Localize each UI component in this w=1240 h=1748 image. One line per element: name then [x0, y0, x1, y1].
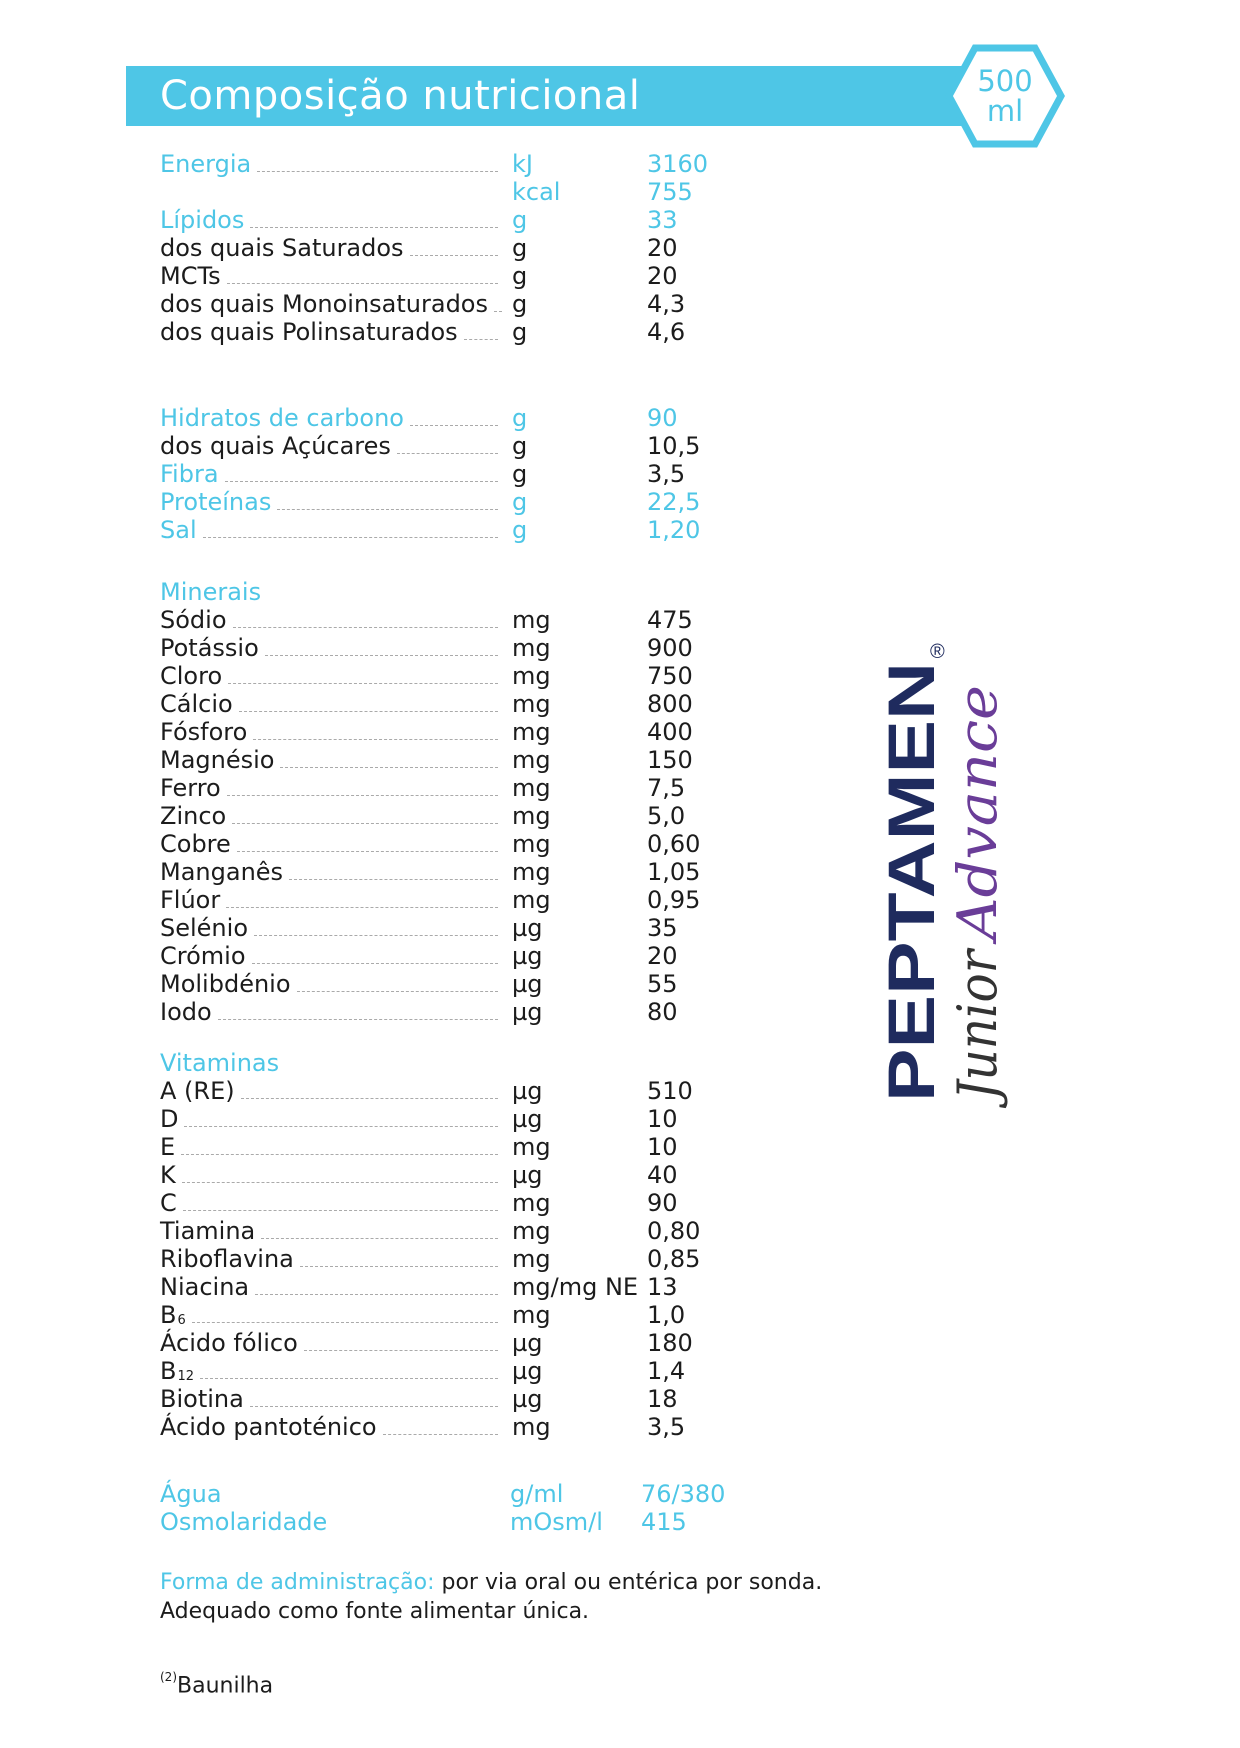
nutrient-row — [160, 690, 760, 718]
nutrient-label: Magnésio — [160, 746, 275, 774]
nutrient-unit: µg — [512, 998, 543, 1026]
nutrient-label: Crómio — [160, 942, 246, 970]
leader-dots — [304, 1350, 498, 1351]
nutrient-label: D — [160, 1105, 179, 1133]
leader-dots — [397, 453, 498, 454]
nutrient-label: K — [160, 1161, 176, 1189]
nutrient-label: Água — [160, 1480, 222, 1508]
nutrient-row — [160, 662, 760, 690]
nutrient-value: 180 — [647, 1329, 693, 1357]
nutrient-row — [160, 1273, 760, 1301]
nutrient-unit: µg — [512, 1385, 543, 1413]
nutrient-value: 10,5 — [647, 432, 701, 460]
nutrient-label: A (RE) — [160, 1077, 235, 1105]
leader-dots — [254, 935, 498, 936]
leader-dots — [464, 339, 498, 340]
peptamen-junior-advance-logo — [872, 640, 1032, 1110]
nutrient-label-cell — [160, 746, 498, 774]
nutrient-label-cell — [160, 460, 498, 488]
leader-dots — [289, 879, 498, 880]
nutrient-value: 18 — [647, 1385, 678, 1413]
nutrient-value: 22,5 — [647, 488, 701, 516]
nutrient-unit: mg — [512, 830, 551, 858]
nutrient-value: 800 — [647, 690, 693, 718]
nutrient-row — [160, 1480, 760, 1508]
leader-dots — [265, 655, 498, 656]
nutrient-row — [160, 802, 760, 830]
nutrient-row — [160, 886, 760, 914]
nutrient-row — [160, 970, 760, 998]
nutrient-value: 0,80 — [647, 1217, 701, 1245]
nutrient-row — [160, 942, 760, 970]
nutrient-value: 3,5 — [647, 460, 686, 488]
nutrient-label: Zinco — [160, 802, 227, 830]
nutrient-row — [160, 774, 760, 802]
nutrient-label-cell — [160, 234, 498, 262]
nutrient-unit: mg — [512, 886, 551, 914]
nutrient-label-cell — [160, 262, 498, 290]
leader-dots — [241, 1098, 498, 1099]
nutrient-label-cell — [160, 690, 498, 718]
nutrient-label-cell — [160, 1357, 498, 1385]
nutrient-unit: kJ — [512, 150, 533, 178]
nutrient-row — [160, 1077, 760, 1105]
administration-line2: Adequado como fonte alimentar única. — [160, 1599, 590, 1624]
nutrient-unit: mg — [512, 1217, 551, 1245]
leader-dots — [255, 1294, 498, 1295]
nutrient-label: Osmolaridade — [160, 1508, 328, 1536]
nutrient-row — [160, 516, 760, 544]
nutrient-row — [160, 1245, 760, 1273]
leader-dots — [250, 1406, 498, 1407]
logo-registered: ® — [930, 641, 945, 663]
nutrient-label-cell — [160, 1385, 498, 1413]
nutrient-subscript: 6 — [177, 1313, 186, 1328]
nutrient-row — [160, 606, 760, 634]
nutrient-label-cell — [160, 488, 498, 516]
nutrient-value: 3160 — [647, 150, 709, 178]
nutrient-label: Sal — [160, 516, 197, 544]
nutrient-unit: g — [512, 290, 528, 318]
nutrient-unit: mg/mg NE — [512, 1273, 639, 1301]
footnote-marker: (2) — [160, 1670, 177, 1684]
nutrient-label-cell — [160, 432, 498, 460]
nutrient-label: Selénio — [160, 914, 248, 942]
leader-dots — [300, 1266, 498, 1267]
nutrient-value: 20 — [647, 942, 678, 970]
nutrient-label-cell — [160, 206, 498, 234]
leader-dots — [252, 963, 498, 964]
logo-advance: Advance — [946, 706, 1009, 940]
nutrient-value: 400 — [647, 718, 693, 746]
nutrient-label: dos quais Açúcares — [160, 432, 391, 460]
page-title: Composição nutricional — [160, 73, 641, 119]
nutrient-value: 1,4 — [647, 1357, 686, 1385]
nutrient-unit: µg — [512, 1077, 543, 1105]
nutrient-value: 13 — [647, 1273, 678, 1301]
nutrient-label: Iodo — [160, 998, 212, 1026]
nutrient-unit: g — [512, 516, 528, 544]
nutrient-label: Fósforo — [160, 718, 248, 746]
nutrient-label-cell — [160, 970, 498, 998]
nutrient-label: E — [160, 1133, 176, 1161]
nutrient-row — [160, 1385, 760, 1413]
nutrient-row — [160, 830, 760, 858]
leader-dots — [410, 425, 498, 426]
nutrient-unit: mg — [512, 1413, 551, 1441]
nutrient-row — [160, 858, 760, 886]
nutrient-value: 40 — [647, 1161, 678, 1189]
nutrient-label: Niacina — [160, 1273, 250, 1301]
nutrient-unit: mg — [512, 1189, 551, 1217]
footnote — [160, 1666, 273, 1700]
nutrient-label: dos quais Polinsaturados — [160, 318, 458, 346]
leader-dots — [228, 683, 498, 684]
leader-dots — [237, 851, 498, 852]
nutrient-row — [160, 1329, 760, 1357]
leader-dots — [277, 509, 498, 510]
leader-dots — [250, 227, 498, 228]
nutrient-label: Ácido pantoténico — [160, 1413, 377, 1441]
nutrient-unit: mg — [512, 1301, 551, 1329]
nutrient-value: 1,0 — [647, 1301, 686, 1329]
nutrient-value: 10 — [647, 1105, 678, 1133]
nutrient-unit: mg — [512, 746, 551, 774]
section-minerals: Minerais — [160, 578, 262, 606]
nutrient-label: Proteínas — [160, 488, 272, 516]
administration-label: Forma de administração: — [160, 1570, 435, 1595]
logo-brand: PEPTAMEN — [874, 740, 948, 1102]
leader-dots — [226, 907, 498, 908]
leader-dots — [227, 795, 498, 796]
nutrient-label: Ferro — [160, 774, 221, 802]
nutrient-value: 4,3 — [647, 290, 686, 318]
nutrient-row — [160, 1105, 760, 1133]
nutrient-label: B — [160, 1301, 177, 1329]
nutrient-row — [160, 746, 760, 774]
nutrient-unit: µg — [512, 1105, 543, 1133]
nutrient-label: B — [160, 1357, 177, 1385]
nutrient-unit: mOsm/l — [510, 1508, 603, 1536]
nutrient-label-cell — [160, 774, 498, 802]
nutrient-label-cell — [160, 634, 498, 662]
nutrient-label: Molibdénio — [160, 970, 291, 998]
leader-dots — [183, 1210, 498, 1211]
nutrient-row — [160, 404, 760, 432]
nutrient-label-cell — [160, 1161, 498, 1189]
logo-junior: Junior — [946, 933, 1009, 1100]
leader-dots — [225, 481, 498, 482]
nutrient-label-cell — [160, 1413, 498, 1441]
leader-dots — [297, 991, 498, 992]
nutrient-unit: mg — [512, 690, 551, 718]
nutrient-label-cell — [160, 830, 498, 858]
nutrient-row — [160, 178, 760, 206]
nutrient-label-cell — [160, 1217, 498, 1245]
nutrient-value: 10 — [647, 1133, 678, 1161]
nutrient-unit: mg — [512, 606, 551, 634]
nutrient-label-cell — [160, 1508, 498, 1536]
nutrient-label: Hidratos de carbono — [160, 404, 404, 432]
nutrient-label: MCTs — [160, 262, 221, 290]
nutrient-label-cell — [160, 858, 498, 886]
nutrient-row — [160, 318, 760, 346]
nutrient-unit: mg — [512, 662, 551, 690]
nutrient-label: dos quais Saturados — [160, 234, 404, 262]
nutrient-row — [160, 488, 760, 516]
nutrient-label-cell — [160, 1189, 498, 1217]
nutrient-row — [160, 1189, 760, 1217]
nutrient-subscript: 12 — [177, 1369, 195, 1384]
nutrient-row — [160, 1301, 760, 1329]
nutrient-unit: µg — [512, 970, 543, 998]
nutrient-value: 510 — [647, 1077, 693, 1105]
nutrient-value: 415 — [641, 1508, 687, 1536]
leader-dots — [280, 767, 498, 768]
nutrient-value: 1,05 — [647, 858, 701, 886]
leader-dots — [233, 627, 498, 628]
nutrient-label: Energia — [160, 150, 252, 178]
leader-dots — [181, 1154, 498, 1155]
nutrient-label-cell — [160, 606, 498, 634]
nutrient-unit: g — [512, 234, 528, 262]
nutrient-value: 1,20 — [647, 516, 701, 544]
nutrient-value: 150 — [647, 746, 693, 774]
leader-dots — [383, 1434, 498, 1435]
nutrient-label: Manganês — [160, 858, 284, 886]
nutrient-label: C — [160, 1189, 177, 1217]
leader-dots — [232, 823, 498, 824]
leader-dots — [192, 1322, 498, 1323]
nutrient-label-cell — [160, 1245, 498, 1273]
nutrient-value: 55 — [647, 970, 678, 998]
leader-dots — [257, 171, 498, 172]
nutrient-unit: µg — [512, 942, 543, 970]
nutrient-label: Potássio — [160, 634, 259, 662]
nutrient-row — [160, 634, 760, 662]
nutrient-label-cell — [160, 1329, 498, 1357]
nutrient-label-cell — [160, 914, 498, 942]
nutrient-label-cell — [160, 318, 498, 346]
nutrient-label-cell — [160, 178, 498, 206]
nutrient-unit: mg — [512, 718, 551, 746]
nutrient-label-cell — [160, 942, 498, 970]
leader-dots — [253, 739, 498, 740]
nutrient-unit: mg — [512, 1133, 551, 1161]
nutrient-row — [160, 150, 760, 178]
nutrient-value: 755 — [647, 178, 693, 206]
nutrient-row — [160, 998, 760, 1026]
leader-dots — [261, 1238, 498, 1239]
nutrient-label-cell — [160, 1301, 498, 1329]
nutrient-row — [160, 206, 760, 234]
nutrient-label: Tiamina — [160, 1217, 256, 1245]
nutrient-row — [160, 718, 760, 746]
nutrient-label-cell — [160, 1105, 498, 1133]
nutrient-value: 0,95 — [647, 886, 701, 914]
nutrient-value: 33 — [647, 206, 678, 234]
nutrient-row — [160, 1508, 760, 1536]
nutrient-label: Biotina — [160, 1385, 244, 1413]
nutrient-value: 900 — [647, 634, 693, 662]
nutrient-value: 0,60 — [647, 830, 701, 858]
nutrient-label-cell — [160, 404, 498, 432]
nutrient-row — [160, 1357, 760, 1385]
nutrient-unit: g — [512, 318, 528, 346]
section-vitamins: Vitaminas — [160, 1049, 280, 1077]
nutrient-value: 7,5 — [647, 774, 686, 802]
nutrient-unit: g/ml — [510, 1480, 564, 1508]
nutrient-row — [160, 914, 760, 942]
nutrient-label: Fibra — [160, 460, 219, 488]
footnote-text: Baunilha — [177, 1673, 274, 1699]
nutrient-row — [160, 432, 760, 460]
nutrient-unit: g — [512, 404, 528, 432]
nutrient-unit: mg — [512, 802, 551, 830]
nutrient-row — [160, 1413, 760, 1441]
nutrient-label-cell — [160, 662, 498, 690]
nutrient-value: 80 — [647, 998, 678, 1026]
nutrient-unit: g — [512, 460, 528, 488]
nutrient-value: 5,0 — [647, 802, 686, 830]
nutrient-label-cell — [160, 802, 498, 830]
nutrient-unit: mg — [512, 1245, 551, 1273]
nutrient-unit: kcal — [512, 178, 561, 206]
nutrient-row — [160, 290, 760, 318]
nutrient-value: 20 — [647, 262, 678, 290]
nutrient-row — [160, 1161, 760, 1189]
nutrient-label: Ácido fólico — [160, 1329, 298, 1357]
nutrient-label: dos quais Monoinsaturados — [160, 290, 488, 318]
leader-dots — [218, 1019, 498, 1020]
nutrient-unit: µg — [512, 1329, 543, 1357]
nutrient-unit: µg — [512, 914, 543, 942]
nutrient-row — [160, 234, 760, 262]
nutrient-label-cell — [160, 718, 498, 746]
nutrient-row — [160, 1133, 760, 1161]
nutrient-unit: mg — [512, 634, 551, 662]
leader-dots — [203, 537, 498, 538]
nutrient-label: Riboflavina — [160, 1245, 294, 1273]
leader-dots — [494, 311, 502, 312]
nutrient-label: Cloro — [160, 662, 223, 690]
nutrient-unit: mg — [512, 858, 551, 886]
nutrient-row — [160, 262, 760, 290]
leader-dots — [184, 1126, 498, 1127]
nutrient-value: 35 — [647, 914, 678, 942]
nutrient-value: 90 — [647, 404, 678, 432]
nutrient-value: 4,6 — [647, 318, 686, 346]
nutrient-value: 0,85 — [647, 1245, 701, 1273]
nutrient-unit: mg — [512, 774, 551, 802]
nutrient-label-cell — [160, 1273, 498, 1301]
leader-dots — [182, 1182, 498, 1183]
nutrient-label-cell — [160, 886, 498, 914]
nutrient-label-cell — [160, 290, 498, 318]
nutrient-value: 750 — [647, 662, 693, 690]
nutrient-label-cell — [160, 1077, 498, 1105]
nutrient-value: 76/380 — [641, 1480, 726, 1508]
nutrient-label-cell — [160, 1133, 498, 1161]
nutrient-label-cell — [160, 150, 498, 178]
leader-dots — [410, 255, 498, 256]
nutrient-label: Cobre — [160, 830, 231, 858]
administration-text: por via oral ou entérica por sonda. — [434, 1570, 823, 1595]
nutrient-label: Sódio — [160, 606, 227, 634]
volume-label — [945, 66, 1065, 126]
nutrient-value: 475 — [647, 606, 693, 634]
leader-dots — [227, 283, 498, 284]
nutrient-unit: g — [512, 206, 528, 234]
nutrient-label: Lípidos — [160, 206, 245, 234]
nutrient-value: 90 — [647, 1189, 678, 1217]
nutrient-value: 3,5 — [647, 1413, 686, 1441]
nutrient-unit: g — [512, 488, 528, 516]
nutrient-label: Flúor — [160, 886, 221, 914]
administration-note — [160, 1568, 822, 1626]
nutrient-label-cell — [160, 516, 498, 544]
nutrient-value: 20 — [647, 234, 678, 262]
nutrient-unit: µg — [512, 1357, 543, 1385]
nutrient-row — [160, 1217, 760, 1245]
nutrient-unit: g — [512, 432, 528, 460]
leader-dots — [239, 711, 498, 712]
volume-value: 500 — [977, 64, 1033, 98]
nutrient-row — [160, 460, 760, 488]
nutrient-unit: g — [512, 262, 528, 290]
nutrient-label-cell — [160, 1480, 498, 1508]
leader-dots — [200, 1378, 498, 1379]
nutrient-label-cell — [160, 998, 498, 1026]
volume-unit: ml — [986, 94, 1024, 128]
nutrient-label: Cálcio — [160, 690, 233, 718]
nutrient-unit: µg — [512, 1161, 543, 1189]
